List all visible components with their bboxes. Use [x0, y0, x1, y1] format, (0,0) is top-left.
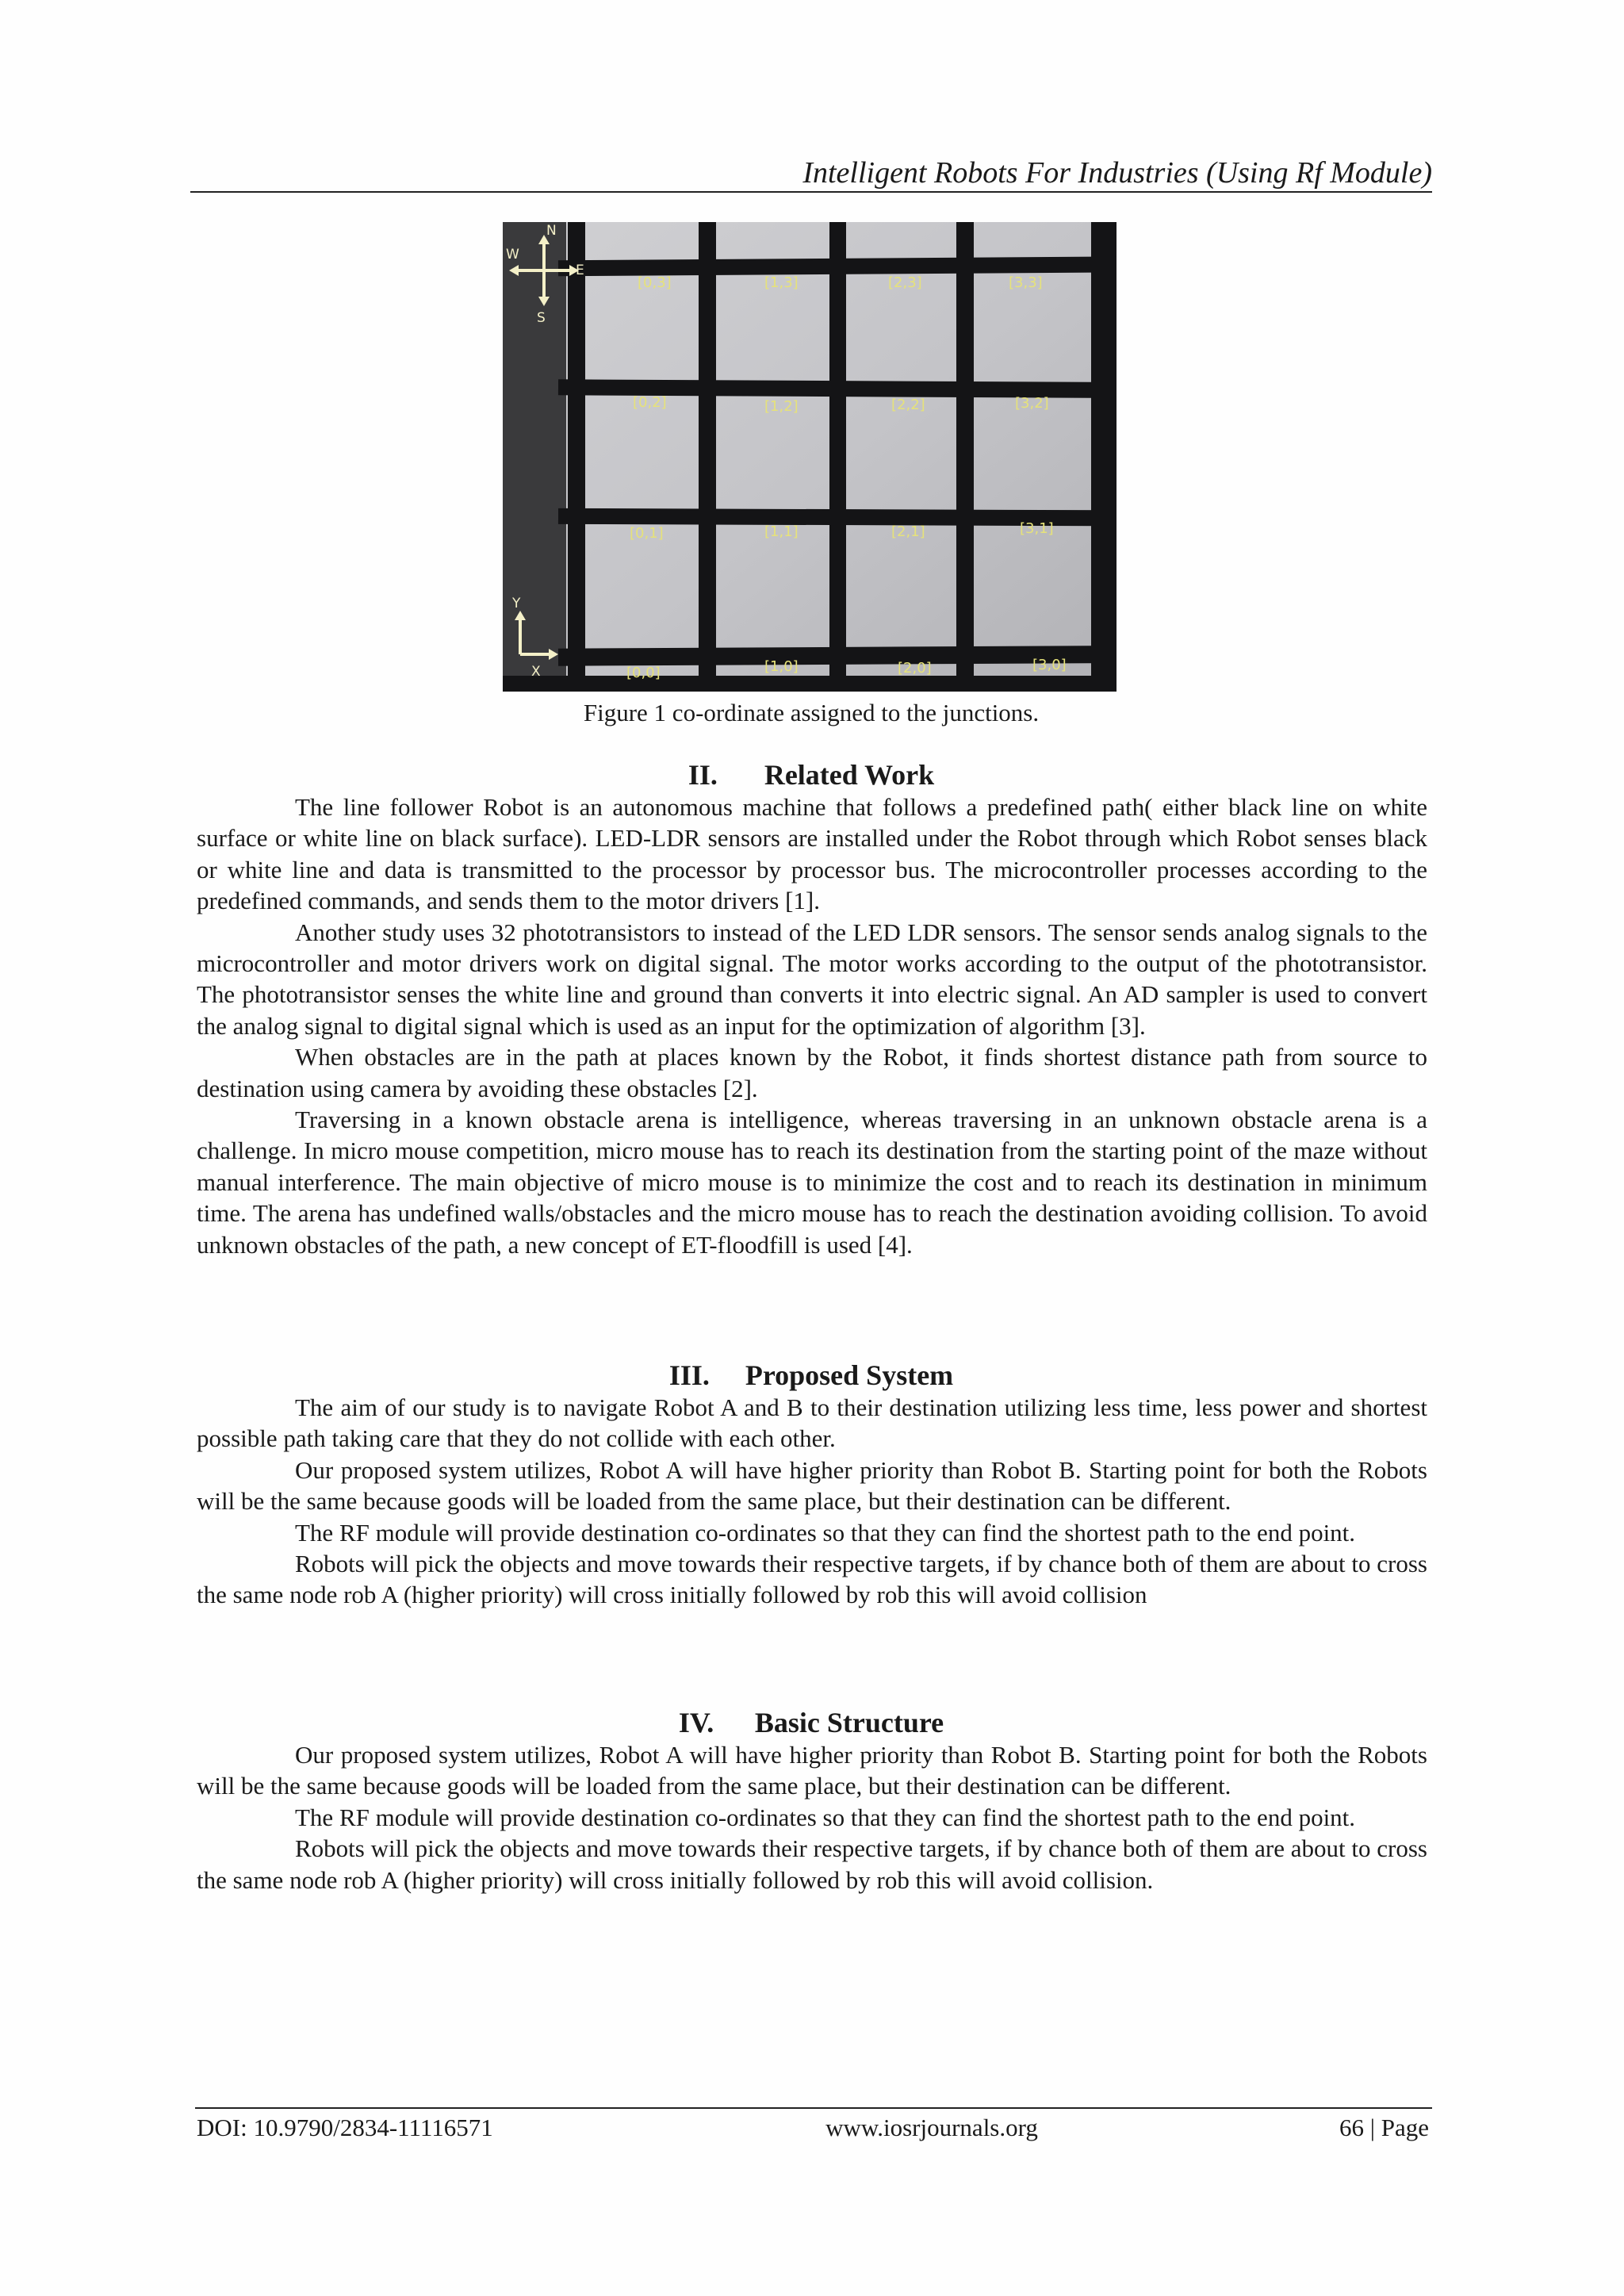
section-number: IV. — [678, 1707, 714, 1738]
arena-grid-photo — [503, 222, 1116, 692]
paragraph: Traversing in a known obstacle arena is intelligence, whereas traversing in an unknown obstacle arena is a challenge. In micro mouse competition, micro mouse has to reach its destination from the starting point of the maze without manual interference. The main objective of micro mouse is to minimize the cost and to reach its destination in minimum time. The arena has undefined walls/obstacles and the micro mouse has to reach the destination avoiding collision. To avoid unknown obstacles of the path, a new concept of ET-floodfill is used [4]. — [197, 1106, 1427, 1259]
footer-page-number: 66 | Page — [1339, 2114, 1429, 2141]
paragraph: Our proposed system utilizes, Robot A will have higher priority than Robot B. Starting point for both the Robots will be the same because goods will be loaded from the same place, but their destination can be different. — [197, 1741, 1427, 1800]
paragraph: When obstacles are in the path at places known by the Robot, it finds shortest distance path from source to destination using camera by avoiding these obstacles [2]. — [197, 1043, 1427, 1102]
junction-label: [3,1] — [1020, 520, 1054, 537]
paragraph: Robots will pick the objects and move towards their respective targets, if by chance both of them are about to cross the same node rob A (higher priority) will cross initially followed by rob this will avoid collision. — [197, 1834, 1427, 1894]
paragraph: Robots will pick the objects and move towards their respective targets, if by chance both of them are about to cross the same node rob A (higher priority) will cross initially followed by rob this will avoid collision — [197, 1550, 1427, 1609]
section-heading-proposed-system — [190, 1359, 1432, 1391]
junction-label: [0,2] — [633, 394, 667, 411]
paragraph: The line follower Robot is an autonomous machine that follows a predefined path( either black line on white surface or white line on black surface). LED-LDR sensors are installed under the Robot through which Robot senses black or white line and data is transmitted to the processor by processor bus. The microcontroller processes according to the predefined commands, and sends them to the motor drivers [1]. — [197, 793, 1427, 915]
junction-label: [1,2] — [764, 398, 799, 415]
junction-label: [3,2] — [1015, 395, 1049, 412]
section-number: III. — [668, 1359, 710, 1391]
section-title: Basic Structure — [754, 1707, 944, 1738]
running-title: Intelligent Robots For Industries (Using Rf Module) — [802, 156, 1432, 190]
compass-east-label: E — [576, 263, 584, 278]
section-heading-basic-structure — [190, 1707, 1432, 1738]
junction-label: [2,1] — [891, 523, 925, 540]
section-title: Proposed System — [745, 1359, 954, 1391]
footer-doi: DOI: 10.9790/2834-11116571 — [197, 2114, 493, 2141]
compass-west-label: W — [506, 247, 519, 263]
header-rule — [190, 191, 1432, 193]
junction-label: [0,3] — [638, 274, 672, 291]
proposed-system-body — [197, 1392, 1427, 1611]
basic-structure-body — [197, 1739, 1427, 1895]
footer-journal-url[interactable]: www.iosrjournals.org — [825, 2114, 1038, 2141]
paragraph: The RF module will provide destination co-ordinates so that they can find the shortest path to the end point. — [295, 1803, 1356, 1831]
junction-label: [1,1] — [764, 523, 799, 540]
junction-label: [1,3] — [764, 274, 799, 291]
x-axis-label: X — [531, 664, 541, 680]
compass-north-label: N — [546, 223, 557, 239]
junction-label: [3,0] — [1032, 657, 1067, 673]
paragraph: Our proposed system utilizes, Robot A will have higher priority than Robot B. Starting point for both the Robots will be the same because goods will be loaded from the same place, but their destination can be different. — [197, 1455, 1427, 1516]
paragraph: The aim of our study is to navigate Robot A and B to their destination utilizing less time, less power and shortest possible path taking care that they do not collide with each other. — [197, 1393, 1427, 1453]
figure-caption: Figure 1 co-ordinate assigned to the junctions. — [583, 699, 1040, 726]
junction-label: [2,2] — [891, 397, 925, 413]
junction-label: [3,3] — [1009, 274, 1043, 291]
junction-label: [0,1] — [630, 525, 664, 542]
section-number: II. — [688, 759, 718, 791]
footer-rule — [195, 2107, 1432, 2109]
paragraph: Another study uses 32 phototransistors to instead of the LED LDR sensors. The sensor sends analog signals to the microcontroller and motor drivers work on digital signal. The motor works according to the output of the phototransistor. The phototransistor senses the white line and ground than converts it into electric signal. An AD sampler is used to convert the analog signal to digital signal which is used as an input for the optimization of algorithm [3]. — [197, 918, 1427, 1040]
related-work-body — [197, 792, 1427, 1260]
section-title: Related Work — [764, 759, 935, 791]
junction-label: [1,0] — [764, 658, 799, 675]
y-axis-label: Y — [512, 596, 521, 611]
section-heading-related-work — [190, 759, 1432, 791]
junction-label: [2,0] — [898, 660, 932, 677]
junction-label: [2,3] — [888, 274, 922, 291]
compass-south-label: S — [537, 310, 546, 326]
paragraph: The RF module will provide destination co-ordinates so that they can find the shortest path to the end point. — [295, 1518, 1356, 1547]
junction-label: [0,0] — [626, 665, 661, 681]
